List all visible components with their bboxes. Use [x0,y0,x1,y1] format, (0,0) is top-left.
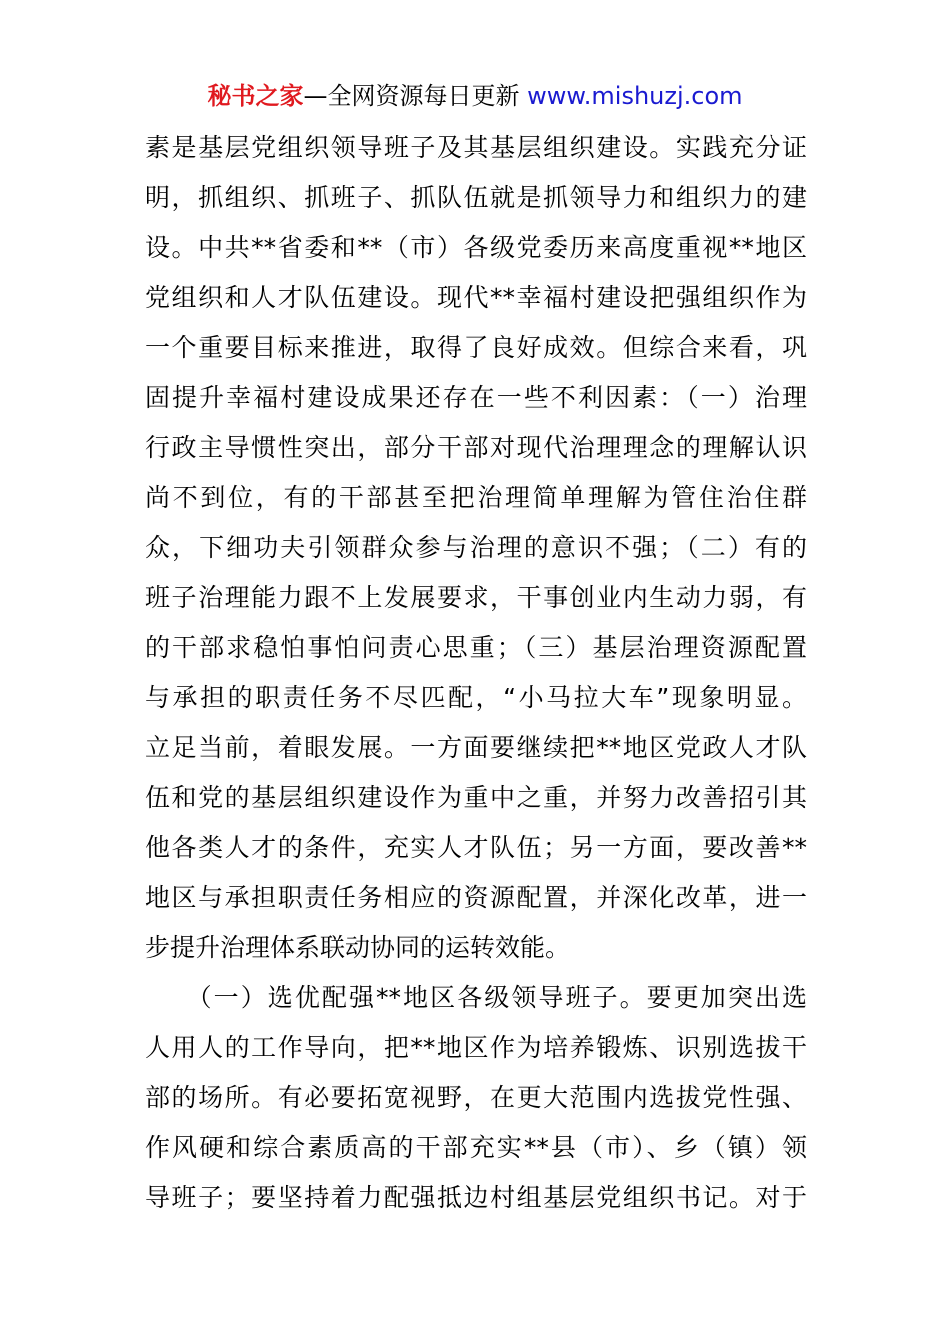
text-line: 班子治理能力跟不上发展要求，干事创业内生动力弱，有 [145,583,807,612]
text-line: 步提升治理体系联动协同的运转效能。 [145,933,571,962]
text-line: 与承担的职责任务不尽匹配，“小马拉大车”现象明显。 [145,683,807,712]
site-url-link[interactable]: www.mishuzj.com [527,82,743,110]
text-line: 固提升幸福村建设成果还存在一些不利因素：（一）治理 [145,383,807,412]
site-tagline: —全网资源每日更新 [303,82,528,110]
text-line: 立足当前，着眼发展。一方面要继续把**地区党政人才队 [145,733,807,762]
text-line: （一）选优配强**地区各级领导班子。要更加突出选 [145,983,807,1012]
text-line: 他各类人才的条件，充实人才队伍；另一方面，要改善** [145,833,807,862]
text-line: 设。中共**省委和**（市）各级党委历来高度重视**地区 [145,233,807,262]
document-body [145,123,807,1223]
text-line: 作风硬和综合素质高的干部充实**县（市）、乡（镇）领 [145,1133,807,1162]
text-line: 众，下细功夫引领群众参与治理的意识不强；（二）有的 [145,533,807,562]
text-line: 部的场所。有必要拓宽视野，在更大范围内选拔党性强、 [145,1083,807,1112]
text-line: 党组织和人才队伍建设。现代**幸福村建设把强组织作为 [145,283,807,312]
text-line: 明，抓组织、抓班子、抓队伍就是抓领导力和组织力的建 [145,183,807,212]
text-line: 素是基层党组织领导班子及其基层组织建设。实践充分证 [145,133,807,162]
text-line: 地区与承担职责任务相应的资源配置，并深化改革，进一 [145,883,807,912]
text-line: 导班子；要坚持着力配强抵边村组基层党组织书记。对于 [145,1183,807,1212]
text-line: 行政主导惯性突出，部分干部对现代治理理念的理解认识 [145,433,807,462]
text-line: 的干部求稳怕事怕问责心思重；（三）基层治理资源配置 [145,633,807,662]
site-brand: 秘书之家 [207,82,304,110]
text-line: 人用人的工作导向，把**地区作为培养锻炼、识别选拔干 [145,1033,807,1062]
text-line: 尚不到位，有的干部甚至把治理简单理解为管住治住群 [145,483,807,512]
text-line: 伍和党的基层组织建设作为重中之重，并努力改善招引其 [145,783,807,812]
site-header [0,78,950,114]
text-line: 一个重要目标来推进，取得了良好成效。但综合来看，巩 [145,333,807,362]
